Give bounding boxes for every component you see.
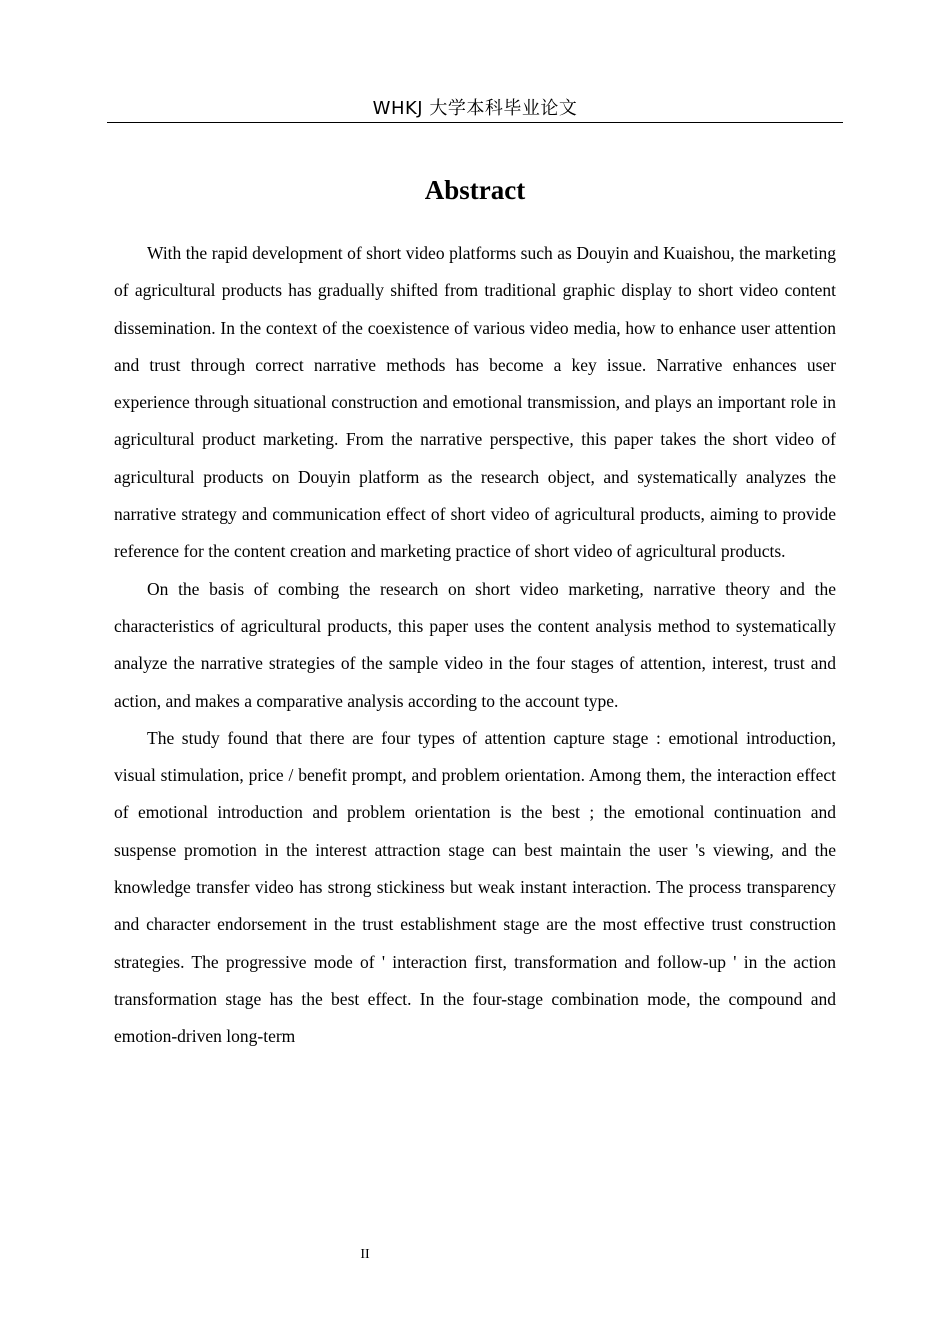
abstract-body bbox=[114, 235, 836, 1056]
abstract-paragraph-3: The study found that there are four types of attention capture stage : emotional introduction, visual stimulation, price / benefit prompt, and problem orientation. Among them, the interaction effect of emotional introduction and problem orientation is the best ; the emotional continuation and suspense promotion in the interest attraction stage can best maintain the user 's viewing, and the knowledge transfer video has strong stickiness but weak instant interaction. The process transparency and character endorsement in the trust establishment stage are the most effective trust construction strategies. The progressive mode of ' interaction first, transformation and follow-up ' in the action transformation stage has the best effect. In the four-stage combination mode, the compound and emotion-driven long-term bbox=[114, 727, 836, 1047]
running-header: WHKJ 大学本科毕业论文 bbox=[372, 98, 578, 119]
abstract-title: Abstract bbox=[424, 175, 526, 205]
abstract-paragraph-1: With the rapid development of short video platforms such as Douyin and Kuaishou, the marketing of agricultural products has gradually shifted from traditional graphic display to short video content dissemination. In the context of the coexistence of various video media, how to enhance user attention and trust through correct narrative methods has become a key issue. Narrative enhances user experience through situational construction and emotional transmission, and plays an important role in agricultural product marketing. From the narrative perspective, this paper takes the short video of agricultural products on Douyin platform as the research object, and systematically analyzes the narrative strategy and communication effect of short video of agricultural products, aiming to provide reference for the content creation and marketing practice of short video of agricultural products. bbox=[114, 243, 836, 562]
page-number: II bbox=[360, 1247, 370, 1262]
header-rule bbox=[107, 122, 843, 123]
abstract-paragraph-2: On the basis of combing the research on short video marketing, narrative theory and the characteristics of agricultural products, this paper uses the content analysis method to systematically analyze the narrative strategies of the sample video in the four stages of attention, interest, trust and action, and makes a comparative analysis according to the account type. bbox=[114, 578, 836, 711]
